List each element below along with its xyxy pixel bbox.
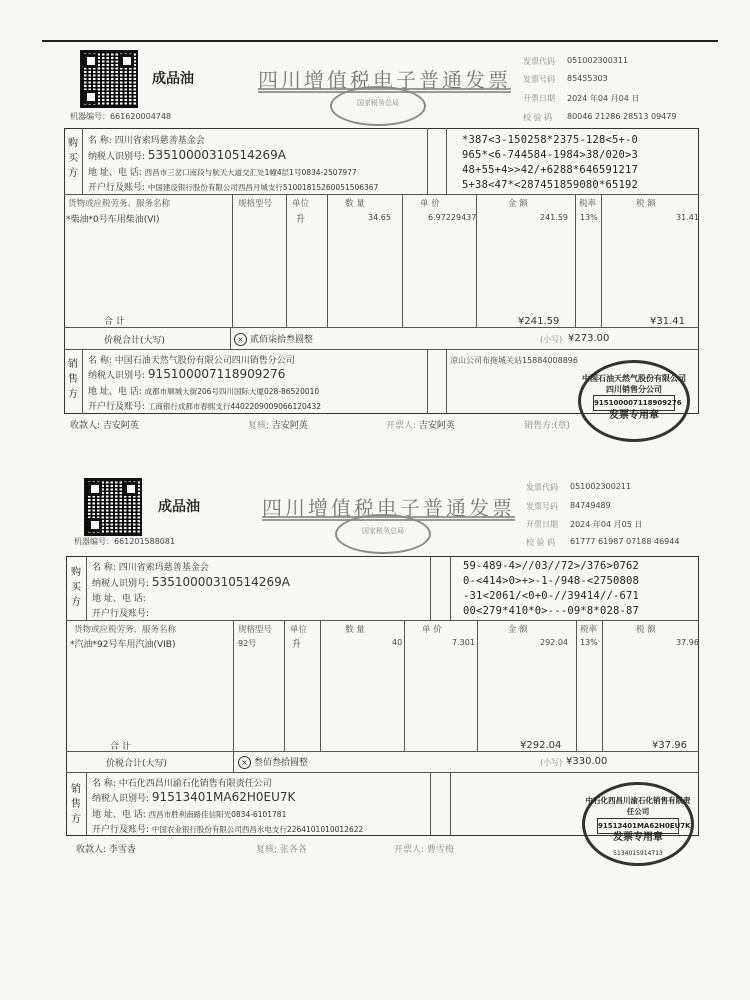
check-code: 61777 61987 07188 46944 [570,537,680,546]
col-amount: 金 额 [508,625,528,635]
qr-code-icon [84,478,142,536]
cross-circle-icon: × [234,333,247,346]
qr-code-icon [80,50,138,108]
col-qty: 数 量 [345,625,365,635]
col-goods: 货物或应税劳务、服务名称 [74,625,177,635]
col-unit: 单位 [290,625,308,635]
drawer: 开票人: 吉安阿英 [386,421,455,431]
invoice-number: 85455303 [567,74,608,83]
invoice-number: 84749489 [570,501,611,510]
sum-tax: ¥31.41 [650,316,685,327]
buyer-bank-row: 开户行及账号: 中国建设银行股份有限公司西昌月城支行51001815260051506367 [88,183,379,193]
seller-tax-row: 纳税人识别号: 915100007118909276 [88,367,286,381]
tax-bureau-seal: 国家税务总局 [330,86,426,126]
item-price: 7.301 [452,638,475,647]
item-rate: 13% [580,213,598,222]
col-spec: 规格型号 [238,199,273,209]
payee: 收款人: 吉安阿英 [70,421,139,431]
cipher-line-2: 0-<414>0>+>-1-/948-<2750808 [463,575,640,587]
col-tax: 税 额 [636,199,656,209]
invoice-stamp: 中石化西昌川渝石化销售有限责任公司 91513401MA62H0EU7K 发票专用章 5134015914713 [582,782,694,866]
total-words: × 贰佰柒拾叁圆整 [234,332,313,346]
col-rate: 税率 [580,625,598,635]
product-type: 成品油 [152,71,194,87]
reviewer: 复核: 张各各 [256,845,307,855]
col-price: 单 价 [422,625,442,635]
total-words: × 叁佰叁拾圆整 [238,755,308,769]
col-rate: 税率 [579,199,597,209]
sum-tax: ¥37.96 [652,740,687,751]
seller-bank-row: 开户行及账号: 中国农业银行股份有限公司西昌水电支行2264101010012622 [92,825,364,835]
sum-amount: ¥292.04 [520,740,562,751]
buyer-name-row: 名 称: 四川省索玛慈善基金会 [92,563,209,573]
machine-number: 机器编号：661620004748 [70,112,172,121]
cipher-line-4: 00<279*410*0>---09*8*028-87 [463,605,640,617]
product-type: 成品油 [158,499,200,515]
seller-seal-label: 销售方:(章) [524,421,571,431]
buyer-tax-row: 纳税人识别号: 53510000310514269A [88,148,286,162]
item-spec: 92号 [238,639,257,648]
remark: 凉山公司布拖城关站15884008896 [450,356,578,365]
invoice-date: 2024 年04 月04 日 [567,94,640,103]
machine-number: 机器编号：661201588081 [74,537,176,546]
invoice-title: 四川增值税电子普通发票 [258,68,511,92]
tax-bureau-seal: 国家税务总局 [335,514,431,554]
invoice-number-label: 发票号码 [523,75,555,84]
item-amount: 292.04 [540,638,568,647]
invoice-date: 2024 年04 月05 日 [570,520,643,529]
item-name: *柴油*0号车用柴油(VI) [66,215,160,225]
seller-side-label: 销售方 [71,784,81,825]
item-tax: 37.96 [676,638,699,647]
item-unit: 升 [292,640,302,650]
cipher-line-3: 48+55+4>>42/+6288*646591217 [462,164,639,176]
buyer-address-row: 地 址、电 话: [92,594,146,604]
buyer-name-row: 名 称: 四川省索玛慈善基金会 [88,136,205,146]
total-small: ¥273.00 [568,333,610,344]
total-small-label: (小写) [540,335,563,344]
buyer-tax-row: 纳税人识别号: 53510000310514269A [92,575,290,589]
invoice-code: 051002300211 [570,482,632,491]
cipher-line-1: *387<3-150258*2375-128<5+-0 [462,134,639,146]
item-amount: 241.59 [540,213,568,222]
seller-side-label: 销售方 [68,359,78,400]
buyer-bank-row: 开户行及账号: [92,609,150,619]
reviewer: 复核: 吉安阿英 [248,421,308,431]
check-code-label: 校 验 码 [523,113,553,122]
seller-bank-row: 开户行及账号: 工商银行成都市春熙支行4402209009066120432 [88,402,322,412]
item-qty: 40 [392,638,403,647]
check-code-label: 校 验 码 [526,538,556,547]
cross-circle-icon: × [238,756,251,769]
col-amount: 金 额 [508,199,528,209]
check-code: 80046 21286 28513 09479 [567,112,677,121]
invoice-number-label: 发票号码 [526,502,558,511]
cipher-line-4: 5+38<47*<287451859080*65192 [462,179,639,191]
col-tax: 税 额 [636,625,656,635]
col-price: 单 价 [420,199,440,209]
item-rate: 13% [580,638,598,647]
invoice-stamp: 中国石油天然气股份有限公司四川销售分公司 915100007118909276 发票专用章 [578,360,690,442]
invoice-code-label: 发票代码 [523,57,555,66]
invoice-code-label: 发票代码 [526,483,558,492]
col-unit: 单位 [292,199,310,209]
sum-label: 合 计 [110,742,131,752]
item-qty: 34.65 [368,213,391,222]
buyer-side-label: 购买方 [71,567,81,608]
seller-name-row: 名 称: 中国石油天然气股份有限公司四川销售分公司 [88,356,295,366]
buyer-side-label: 购买方 [68,138,78,179]
sum-amount: ¥241.59 [518,316,560,327]
item-unit: 升 [296,215,306,225]
invoice-code: 051002300311 [567,56,629,65]
invoice-date-label: 开票日期 [526,520,558,529]
total-label: 价税合计(大写) [106,759,168,769]
invoice-title: 四川增值税电子普通发票 [262,496,515,520]
col-spec: 规格型号 [238,625,273,635]
seller-address-row: 地 址、电 话: 成都市顺城大街206号四川国际大厦028-86520010 [88,387,320,397]
total-small-label: (小写) [540,758,563,767]
total-small: ¥330.00 [566,756,608,767]
col-goods: 货物或应税劳务、服务名称 [68,199,171,209]
buyer-address-row: 地 址、电 话: 西昌市三岔口南段与航天大道交汇处1幢4层1号0834-2507977 [88,168,357,178]
col-qty: 数 量 [345,199,365,209]
sum-label: 合 计 [104,317,125,327]
seller-tax-row: 纳税人识别号: 91513401MA62H0EU7K [92,790,296,804]
item-tax: 31.41 [676,213,699,222]
seller-name-row: 名 称: 中石化西昌川渝石化销售有限责任公司 [92,779,272,789]
top-border-line [42,40,718,42]
cipher-line-3: -31<2061/<0+0-//39414//-671 [463,590,640,602]
drawer: 开票人: 曹雪梅 [394,845,454,855]
seller-address-row: 地 址、电 话: 西昌市胜利南路佳信阳光0834-6101781 [92,810,287,820]
total-label: 价税合计(大写) [104,336,166,346]
item-name: *汽油*92号车用汽油(VIB) [70,640,176,650]
cipher-line-2: 965*<6-744584-1984>38/020>3 [462,149,639,161]
stamp-serial: 5134015914713 [613,850,663,857]
payee: 收款人: 李雪香 [76,845,136,855]
cipher-line-1: 59-489-4>//03//72>/376>0762 [463,560,640,572]
item-price: 6.97229437 [428,213,477,222]
invoice-date-label: 开票日期 [523,94,555,103]
